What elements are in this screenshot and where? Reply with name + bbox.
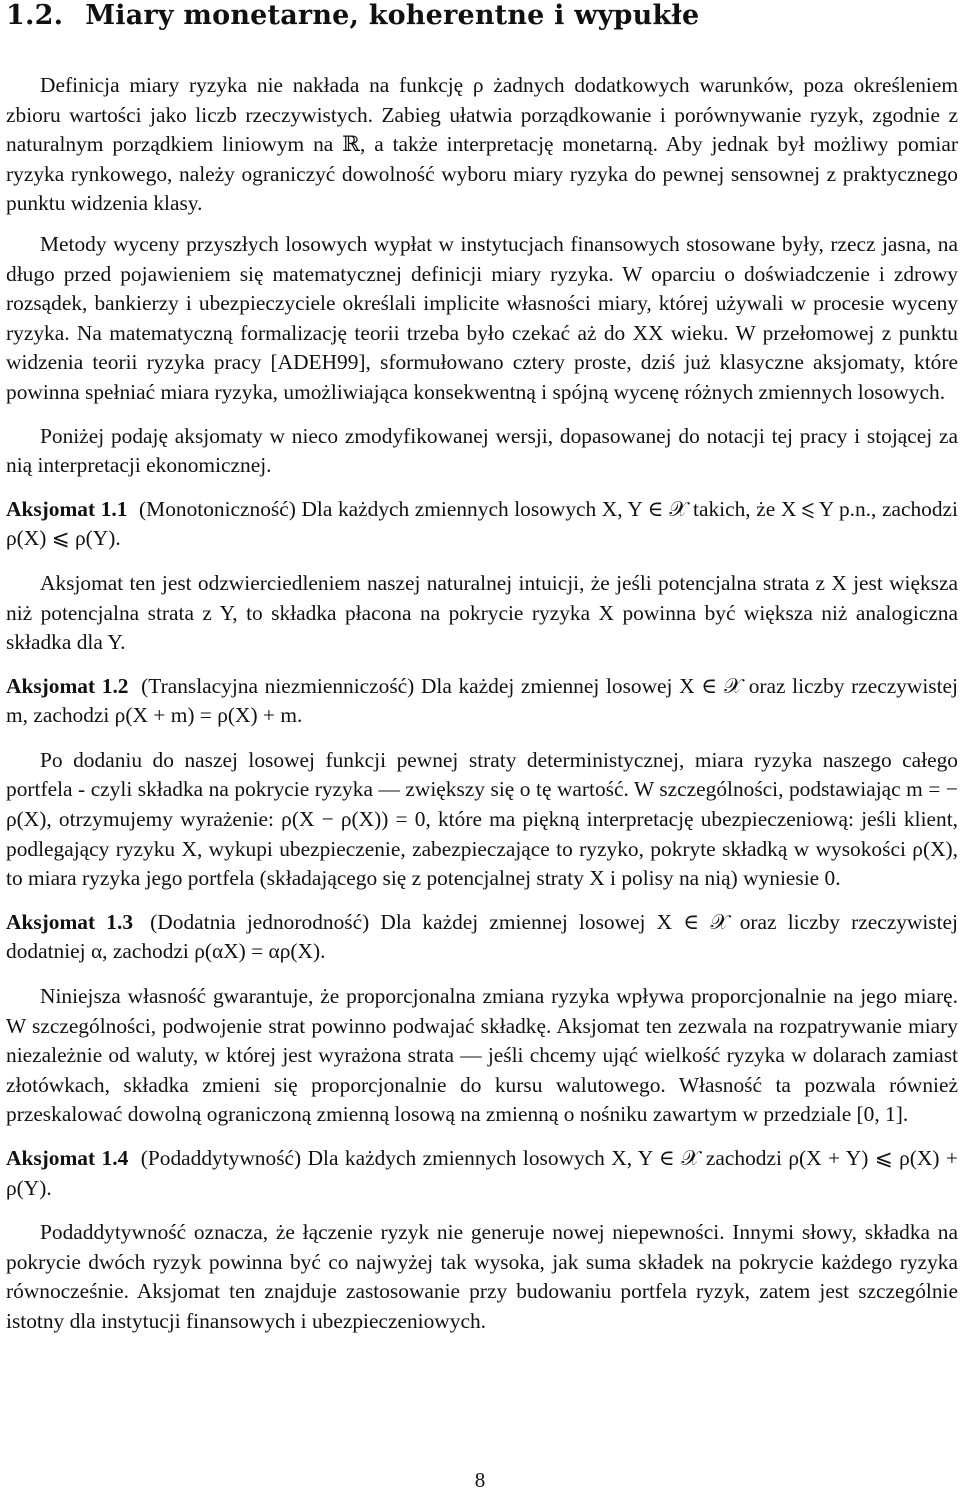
section-heading — [6, 0, 958, 32]
axiom-2 — [6, 672, 958, 731]
axiom-label: Aksjomat 1.2 — [6, 673, 129, 698]
axiom-name: (Translacyjna niezmienniczość) — [141, 673, 415, 698]
axiom-statement: Dla każdych zmiennych losowych X, Y ∈ 𝒳 zachodzi ρ(X + Y) ⩽ ρ(X) + ρ(Y). — [6, 1146, 958, 1200]
paragraph-after-axiom-2: Po dodaniu do naszej losowej funkcji pewnej straty deterministycznej, miara ryzyka naszego całego portfela - czyli składka na pokrycie ryzyka — zwiększy się o tę wartość. W szczególności, podstawiając m = − ρ(X), otrzymujemy wyrażenie: ρ(X − ρ(X)) = 0, które ma piękną interpretację ubezpieczeniową: jeśli klient, podlegający ryzyku X, wykupi ubezpieczenie, zabezpieczające to ryzyko, pokryte składką w wysokości ρ(X), to miara ryzyka jego portfela (składającego się z potencjalnej straty X i polisy na nią) wyniesie 0. — [6, 747, 958, 891]
paragraph-ponizej: Poniżej podaję aksjomaty w nieco zmodyfikowanej wersji, dopasowanej do notacji tej pracy i stojącej za nią interpretacji ekonomicznej. — [6, 423, 958, 478]
axiom-statement: Dla każdych zmiennych losowych X, Y ∈ 𝒳 takich, że X ⩽ Y p.n., zachodzi ρ(X) ⩽ ρ(Y). — [6, 496, 958, 551]
section-number: 1.2. — [6, 0, 64, 31]
axiom-label: Aksjomat 1.4 — [6, 1146, 129, 1170]
paragraph-definicja: Definicja miary ryzyka nie nakłada na funkcję ρ żadnych dodatkowych warunków, poza określeniem zbioru wartości jako liczb rzeczywistych. Zabieg ułatwia porządkowanie i porównywanie ryzyk, zgodnie z naturalnym porządkiem liniowym na ℝ, a także interpretację monetarną. Aby jednak był możliwy pomiar ryzyka rynkowego, należy ograniczyć dowolność wyboru miary ryzyka do pewnej sensownej z praktycznego punktu widzenia klasy. — [6, 73, 958, 216]
paragraph-after-axiom-4: Podaddytywność oznacza, że łączenie ryzyk nie generuje nowej niepewności. Innymi słowy, składka na pokrycie dwóch ryzyk powinna być co najwyżej tak wysoka, jak suma składek na pokrycie każdego ryzyka równocześnie. Aksjomat ten znajduje zastosowanie przy budowaniu portfela ryzyk, zatem jest szczególnie istotny dla instytucji finansowych i ubezpieczeniowych. — [6, 1220, 958, 1333]
axiom-4 — [6, 1144, 958, 1203]
axiom-1 — [6, 495, 958, 554]
axiom-name: (Dodatnia jednorodność) — [150, 909, 370, 934]
paragraph-metody: Metody wyceny przyszłych losowych wypłat w instytucjach finansowych stosowane były, rzecz jasna, na długo przed pojawieniem się matematycznej definicji miary ryzyka. W oparciu o doświadczenie i zdrowy rozsądek, bankierzy i ubezpieczyciele określali implicite własności miary, której używali w procesie wyceny ryzyka. Na matematyczną formalizację teorii trzeba było czekać aż do XX wieku. W przełomowej z punktu widzenia teorii ryzyka pracy [ADEH99], sformułowano cztery proste, dziś już klasyczne aksjomaty, które powinna spełniać miara ryzyka, umożliwiająca konsekwentną i spójną wycenę różnych zmiennych losowych. — [6, 231, 958, 404]
axiom-name: (Monotoniczność) — [139, 496, 296, 521]
axiom-name: (Podaddytywność) — [140, 1146, 302, 1170]
section-body — [6, 71, 958, 1337]
page-number: 8 — [474, 1468, 486, 1492]
section-title: Miary monetarne, koherentne i wypukłe — [85, 0, 700, 31]
axiom-statement: Dla każdej zmiennej losowej X ∈ 𝒳 oraz liczby rzeczywistej m, zachodzi ρ(X + m) = ρ(X) + m. — [6, 673, 958, 728]
axiom-label: Aksjomat 1.3 — [6, 909, 134, 934]
axiom-label: Aksjomat 1.1 — [6, 496, 128, 521]
document-page — [6, 0, 958, 1337]
axiom-3 — [6, 908, 958, 967]
paragraph-after-axiom-1: Aksjomat ten jest odzwierciedleniem naszej naturalnej intuicji, że jeśli potencjalna strata z X jest większa niż potencjalna strata z Y, to składka płacona na pokrycie ryzyka X powinna być większa niż analogiczna składka dla Y. — [6, 570, 958, 655]
paragraph-after-axiom-3: Niniejsza własność gwarantuje, że proporcjonalna zmiana ryzyka wpływa proporcjonalnie na jego miarę. W szczególności, podwojenie strat powinno podwajać składkę. Aksjomat ten zezwala na rozpatrywanie miary niezależnie od waluty, w której jest wyrażona strata — jeśli chcemy ująć wielkość ryzyka w dolarach zamiast złotówkach, składka zmieni się proporcjonalnie do kursu walutowego. Własność ta pozwala również przeskalować dowolną ograniczoną zmienną losową na zmienną o nośniku zawartym w przedziale [0, 1]. — [6, 984, 958, 1127]
axiom-statement: Dla każdej zmiennej losowej X ∈ 𝒳 oraz liczby rzeczywistej dodatniej α, zachodzi ρ(αX) = αρ(X). — [6, 909, 958, 964]
